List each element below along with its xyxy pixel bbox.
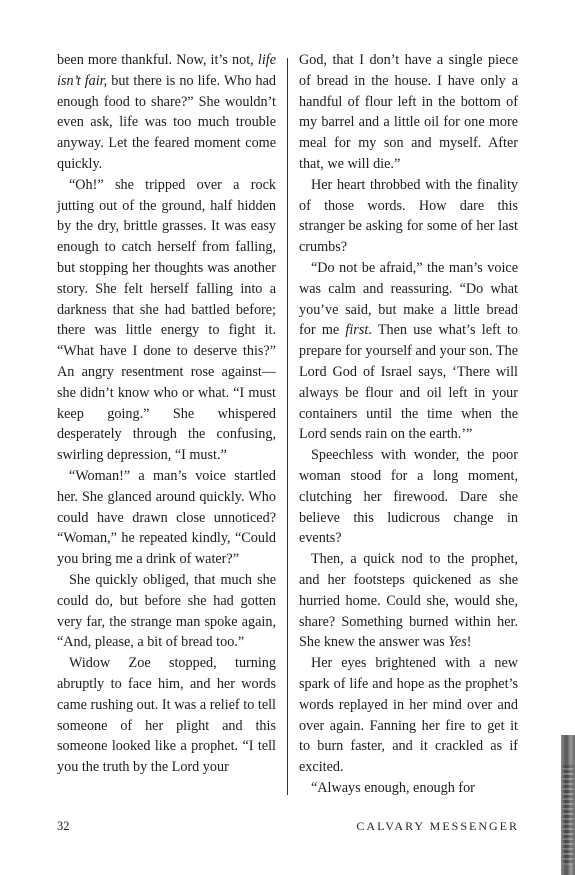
- right-text-column: [299, 50, 518, 799]
- column-divider: [287, 58, 288, 795]
- paragraph: been more thankful. Now, it’s not, life isn’t fair, but there is no life. Who had enough food to share?” She wouldn’t even ask, life was too much trouble anyway. Let the feared moment come quickly.: [57, 52, 276, 172]
- paragraph: “Always enough, enough for: [311, 779, 475, 796]
- paragraph: God, that I don’t have a single piece of bread in the house. I have only a handful of flour left in the bottom of my barrel and a little oil for one more meal for my son and myself. After that, we will die.”: [299, 52, 518, 172]
- left-text-column: [57, 50, 276, 778]
- paragraph: Then, a quick nod to the prophet, and her footsteps quickened as she hurried home. Could she, would she, share? Something burned within her. She knew the answer was Yes!: [299, 551, 518, 651]
- paragraph: Widow Zoe stopped, turning abruptly to face him, and her words came rushing out. It was a relief to tell someone of her plight and this someone looked like a prophet. “I tell you the truth by the Lord your: [57, 655, 276, 776]
- paragraph: She quickly obliged, that much she could do, but before she had gotten very far, the strange man spoke again, “And, please, a bit of bread too.”: [57, 571, 276, 651]
- paragraph: “Do not be afraid,” the man’s voice was calm and reassuring. “Do what you’ve said, but make a little bread for me first. Then use what’s left to prepare for yourself and your son. The Lord God of Israel says, ‘There will always be flour and oil left in your containers until the time when the Lord sends rain on the earth.’”: [299, 259, 518, 443]
- paragraph: Her heart throbbed with the finality of those words. How dare this stranger be asking for some of her last crumbs?: [299, 176, 518, 256]
- paragraph: Her eyes brightened with a new spark of life and hope as the prophet’s words replayed in her mind over and over again. Fanning her fire to get it to burn faster, and it crackled as if excited.: [299, 655, 518, 776]
- paragraph: “Woman!” a man’s voice startled her. She glanced around quickly. Who could have drawn close unnoticed? “Woman,” he repeated kindly, “Could you bring me a drink of water?”: [57, 467, 276, 568]
- running-title: CALVARY MESSENGER: [356, 819, 519, 833]
- page-number: 32: [57, 819, 70, 833]
- paragraph: Speechless with wonder, the poor woman stood for a long moment, clutching her firewood. Dare she believe this ludicrous change in events?: [299, 447, 518, 547]
- paragraph: “Oh!” she tripped over a rock jutting out of the ground, half hidden by the dry, brittle grasses. It was easy enough to catch herself from falling, but stopping her thoughts was another story. She felt herself falling into a darkness that she had battled before; there was little energy to fight it. “What have I done to deserve this?” An angry resentment rose against—she didn’t know who or what. “I must keep going.” She whispered desperately through the confusing, swirling depression, “I must.”: [57, 176, 276, 464]
- page-edge-image: [561, 735, 575, 875]
